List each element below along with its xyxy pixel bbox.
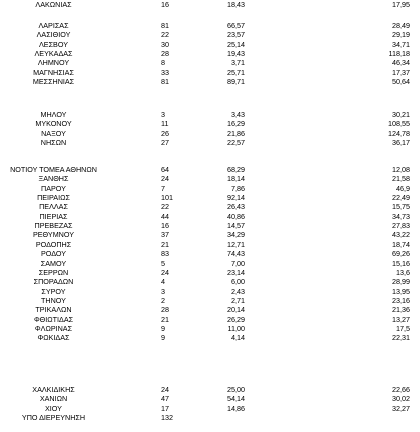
case-count: 4 [161,277,165,287]
case-count: 16 [161,221,169,231]
rate-value: 3,71 [231,58,245,68]
case-count: 132 [161,413,173,423]
region-name: ΧΙΟΥ [45,403,62,413]
rate-value: 19,43 [227,49,245,58]
change-value: 69,26 [392,249,410,259]
change-value: 18,74 [392,239,410,249]
rate-value: 68,29 [227,165,245,174]
case-count: 33 [161,67,169,77]
case-count: 37 [161,230,169,240]
region-name: ΣΥΡΟΥ [41,286,66,296]
rate-value: 3,43 [231,110,245,119]
region-name: ΧΑΝΙΩΝ [39,394,68,404]
rate-value: 14,57 [227,221,245,231]
case-count: 30 [161,39,169,49]
region-name: ΛΑΚΩΝΙΑΣ [35,0,72,9]
region-name: ΛΑΣΙΘΙΟΥ [36,30,71,40]
table-row [0,0,420,10]
case-count: 2 [161,295,165,305]
rate-value: 4,14 [231,333,245,343]
rate-value: 25,00 [227,385,245,394]
region-name: ΛΕΥΚΑΔΑΣ [34,49,73,58]
rate-value: 21,86 [227,128,245,138]
change-value: 32,27 [392,403,410,413]
change-value: 124,78 [388,128,410,138]
change-value: 13,27 [392,314,410,324]
change-value: 15,16 [392,258,410,268]
change-value: 43,22 [392,230,410,240]
rate-value: 34,29 [227,230,245,240]
case-count: 24 [161,385,169,394]
rate-value: 40,86 [227,211,245,221]
region-name: ΣΠΟΡΑΔΩΝ [33,277,74,287]
change-value: 22,49 [392,193,410,203]
case-count: 22 [161,202,169,212]
change-value: 17,95 [392,0,410,9]
case-count: 81 [161,21,169,30]
region-name: ΠΙΕΡΙΑΣ [39,211,68,221]
change-value: 17,37 [392,67,410,77]
table-row [0,138,420,148]
case-count: 21 [161,314,169,324]
change-value: 28,49 [392,21,410,30]
change-value: 21,36 [392,305,410,315]
table-row [0,413,420,423]
case-count: 26 [161,128,169,138]
region-name: ΜΑΓΝΗΣΙΑΣ [33,67,74,77]
rate-value: 12,71 [227,239,245,249]
region-name: ΛΑΡΙΣΑΣ [38,21,69,30]
rate-value: 6,00 [231,277,245,287]
table-row [0,77,420,87]
case-count: 28 [161,305,169,315]
region-name: ΥΠΟ ΔΙΕΡΕΥΝΗΣΗ [21,413,86,423]
case-count: 9 [161,323,165,333]
rate-value: 16,29 [227,119,245,129]
change-value: 34,73 [392,211,410,221]
change-value: 21,58 [392,174,410,184]
region-name: ΣΕΡΡΩΝ [38,267,69,277]
case-count: 9 [161,333,165,343]
rate-value: 23,14 [227,267,245,277]
rate-value: 66,57 [227,21,245,30]
case-count: 47 [161,394,169,404]
case-count: 27 [161,138,169,148]
rate-value: 22,57 [227,138,245,148]
region-name: ΡΟΔΟΠΗΣ [35,239,72,249]
case-count: 81 [161,77,169,87]
region-name: ΛΕΣΒΟΥ [39,39,68,49]
rate-value: 23,57 [227,30,245,40]
case-count: 22 [161,30,169,40]
rate-value: 92,14 [227,193,245,203]
region-name: ΜΕΣΣΗΝΙΑΣ [32,77,75,87]
region-name: ΠΑΡΟΥ [41,183,66,193]
region-name: ΝΗΣΩΝ [40,138,67,148]
region-name: ΠΡΕΒΕΖΑΣ [34,221,73,231]
case-count: 28 [161,49,169,58]
case-count: 24 [161,267,169,277]
region-name: ΦΩΚΙΔΑΣ [37,333,70,343]
case-count: 11 [161,119,169,129]
change-value: 30,02 [392,394,410,404]
region-name: ΦΘΙΩΤΙΔΑΣ [33,314,74,324]
case-count: 3 [161,286,165,296]
rate-value: 18,43 [227,0,245,9]
rate-value: 54,14 [227,394,245,404]
change-value: 23,16 [392,295,410,305]
change-value: 34,71 [392,39,410,49]
change-value: 108,55 [388,119,410,129]
change-value: 22,31 [392,333,410,343]
case-count: 7 [161,183,165,193]
case-count: 83 [161,249,169,259]
case-count: 8 [161,58,165,68]
rate-value: 25,71 [227,67,245,77]
region-name: ΣΑΜΟΥ [40,258,67,268]
case-count: 5 [161,258,165,268]
change-value: 17,5 [396,323,410,333]
region-name: ΠΕΛΛΑΣ [39,202,68,212]
region-name: ΛΗΜΝΟΥ [37,58,70,68]
region-name: ΠΕΙΡΑΙΩΣ [37,193,70,203]
region-name: ΧΑΛΚΙΔΙΚΗΣ [32,385,75,394]
region-name: ΜΥΚΟΝΟΥ [35,119,72,129]
change-value: 13,95 [392,286,410,296]
change-value: 46,34 [392,58,410,68]
rate-value: 14,86 [227,403,245,413]
change-value: 13,6 [396,267,410,277]
case-count: 24 [161,174,169,184]
change-value: 30,21 [392,110,410,119]
region-name: ΝΑΞΟΥ [41,128,66,138]
rate-value: 2,43 [231,286,245,296]
rate-value: 26,29 [227,314,245,324]
rate-value: 2,71 [231,295,245,305]
case-count: 3 [161,110,165,119]
change-value: 46,9 [396,183,410,193]
rate-value: 25,14 [227,39,245,49]
region-name: ΦΛΩΡΙΝΑΣ [34,323,73,333]
change-value: 27,83 [392,221,410,231]
case-count: 21 [161,239,169,249]
case-count: 44 [161,211,169,221]
change-value: 28,99 [392,277,410,287]
rate-value: 89,71 [227,77,245,87]
case-count: 64 [161,165,169,174]
region-name: ΜΗΛΟΥ [40,110,67,119]
case-count: 16 [161,0,169,9]
change-value: 36,17 [392,138,410,148]
region-name: ΡΕΘΥΜΝΟΥ [32,230,75,240]
change-value: 50,64 [392,77,410,87]
case-count: 17 [161,403,169,413]
rate-value: 18,14 [227,174,245,184]
rate-value: 7,86 [231,183,245,193]
rate-value: 26,43 [227,202,245,212]
region-name: ΡΟΔΟΥ [40,249,67,259]
region-name: ΤΗΝΟΥ [41,295,66,305]
table-row [0,333,420,343]
change-value: 29,19 [392,30,410,40]
region-name: ΤΡΙΚΑΛΩΝ [35,305,72,315]
change-value: 22,66 [392,385,410,394]
region-name: ΞΑΝΘΗΣ [38,174,69,184]
case-count: 101 [161,193,173,203]
rate-value: 11,00 [227,323,245,333]
change-value: 118,18 [388,49,410,58]
change-value: 12,08 [392,165,410,174]
change-value: 15,75 [392,202,410,212]
rate-value: 74,43 [227,249,245,259]
rate-value: 7,00 [231,258,245,268]
rate-value: 20,14 [227,305,245,315]
region-name: ΝΟΤΙΟΥ ΤΟΜΕΑ ΑΘΗΝΩΝ [10,165,97,174]
